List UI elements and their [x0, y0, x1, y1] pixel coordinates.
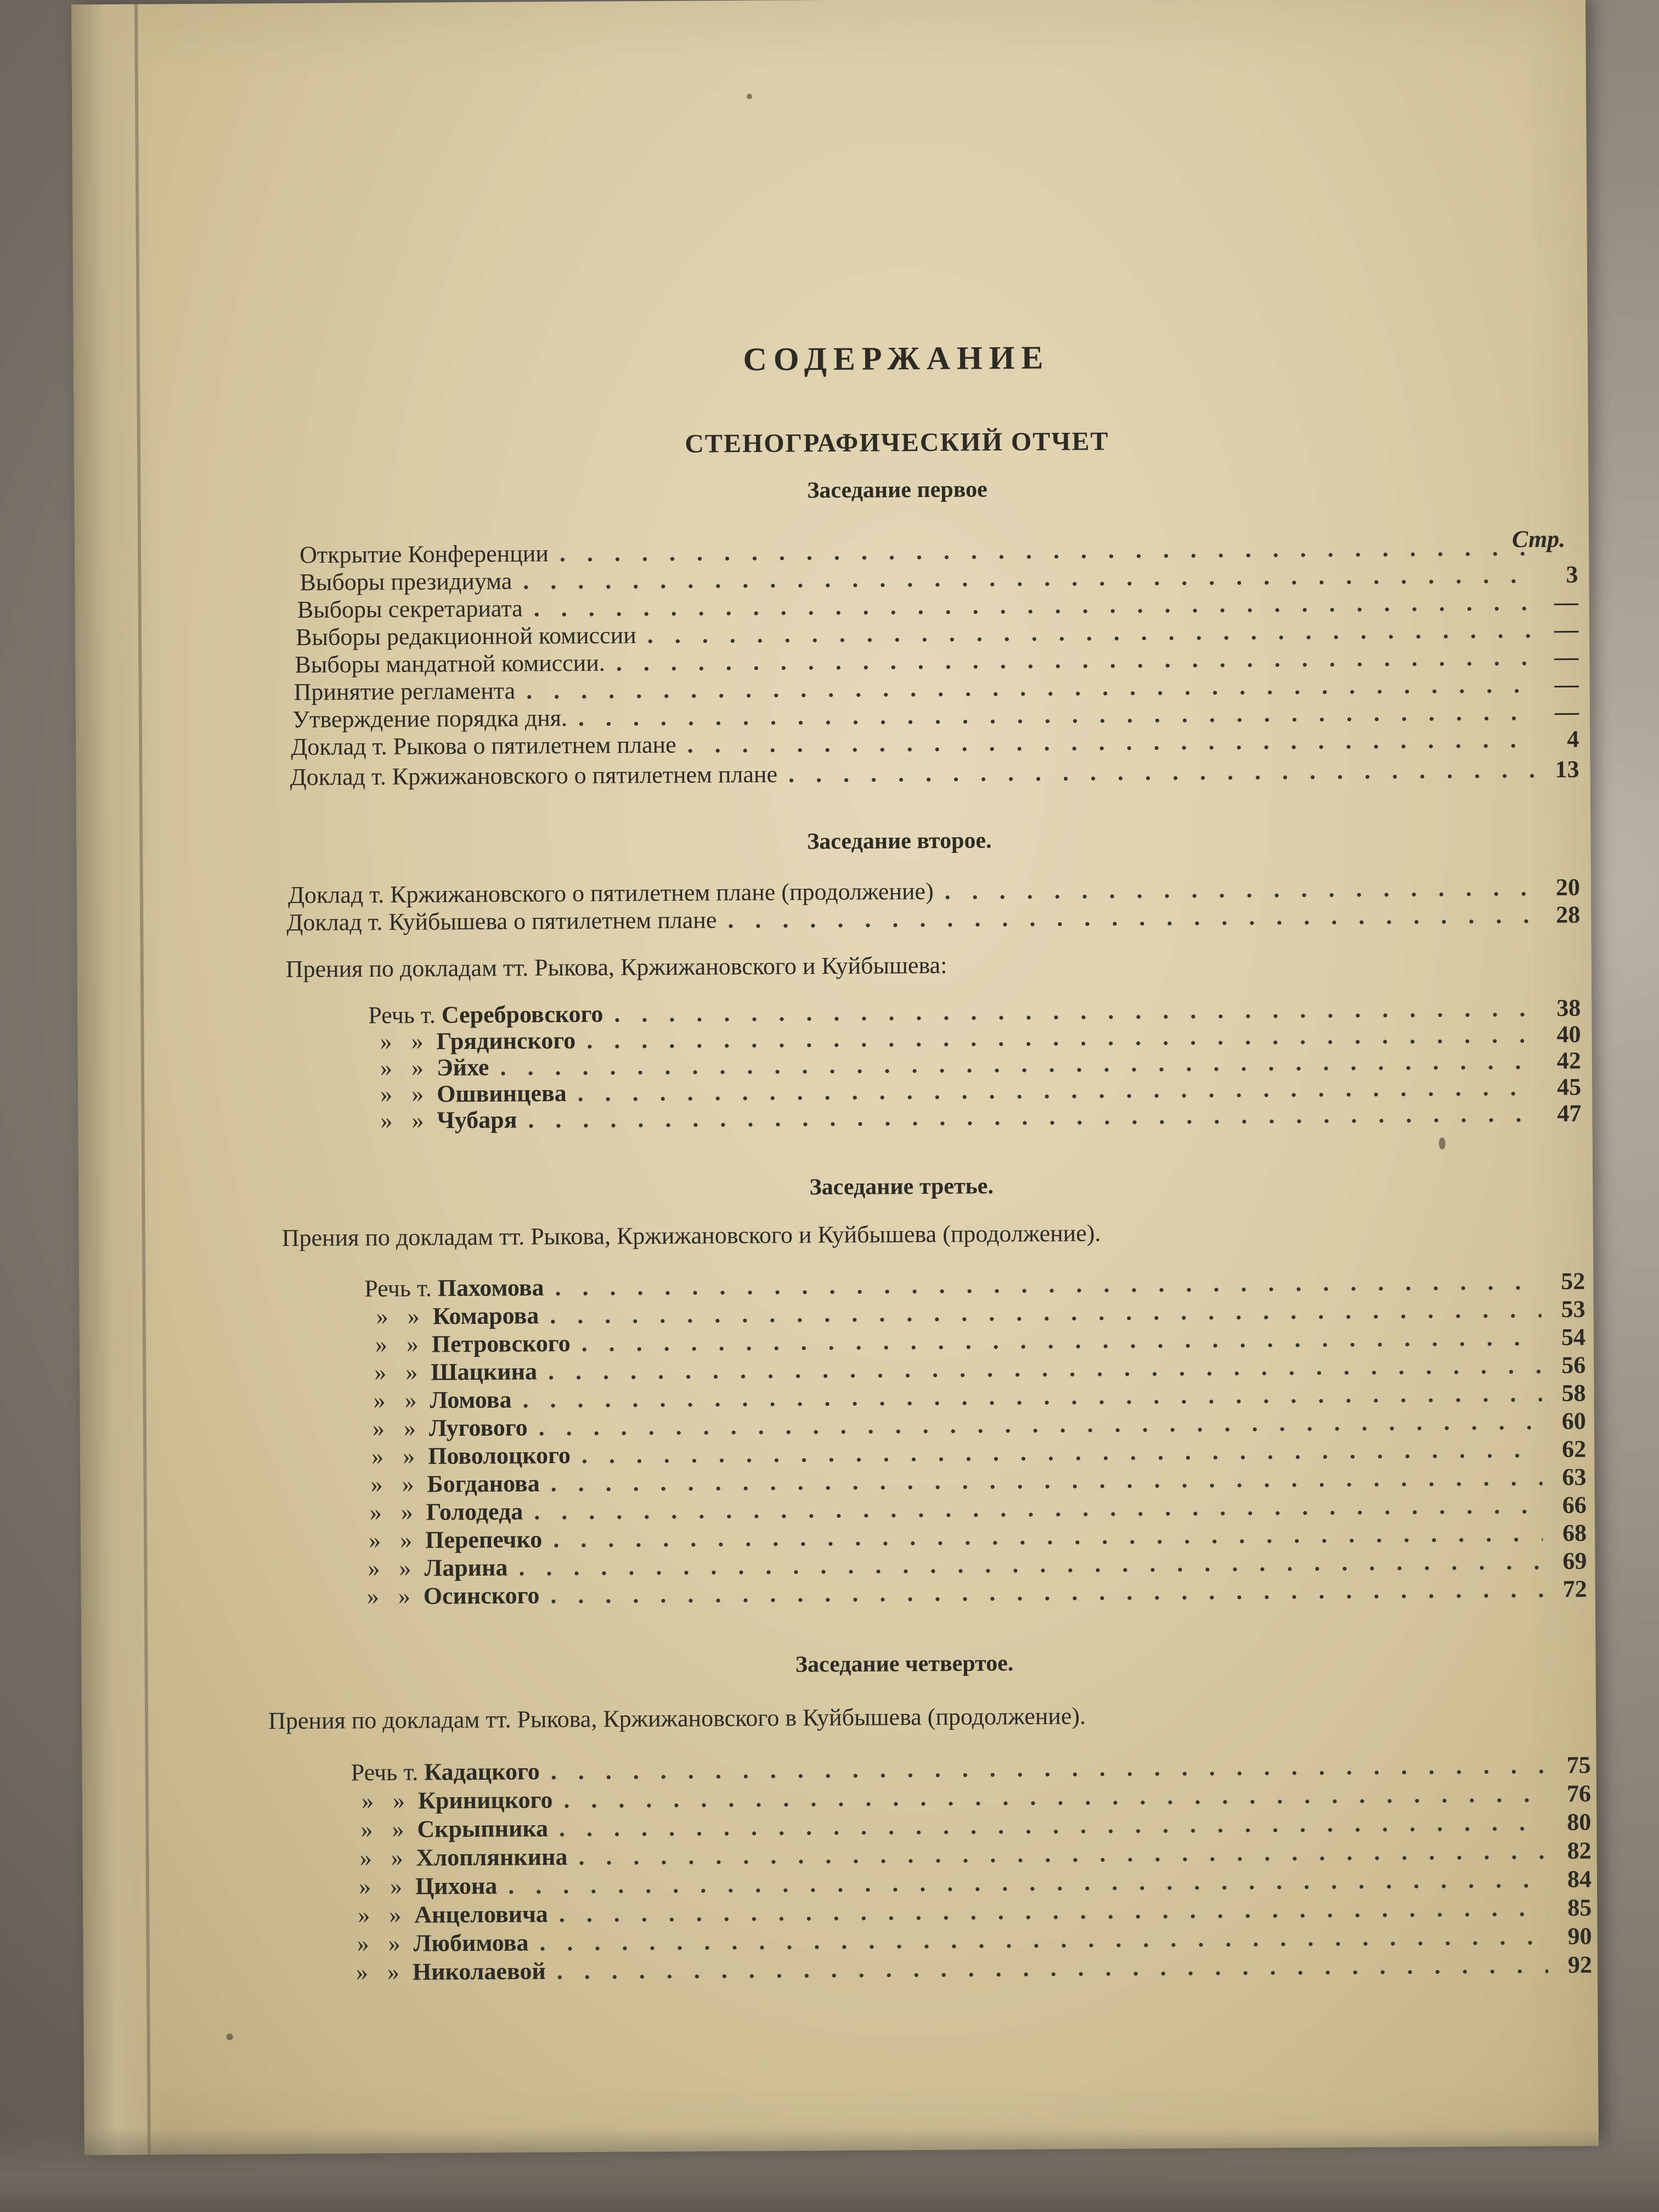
ditto-mark: »: [403, 1414, 416, 1442]
speaker-name: Ларина: [424, 1554, 508, 1582]
entry-page: 92: [1567, 1951, 1593, 1978]
speaker-name: Осинского: [423, 1582, 540, 1610]
speaker-name: Комарова: [432, 1302, 539, 1330]
entry-text: Доклад т. Куйбышева о пятилетнем плане: [286, 906, 717, 936]
entry-page: 80: [1567, 1808, 1592, 1836]
speech-prefix: Речь т.: [368, 1001, 436, 1029]
ditto-mark: »: [368, 1555, 380, 1582]
ditto-mark: »: [406, 1330, 419, 1358]
speaker-name: Серебровского: [441, 1000, 603, 1029]
ditto-mark: »: [403, 1442, 415, 1470]
ditto-mark: »: [411, 1080, 424, 1108]
report-subtitle: СТЕНОГРАФИЧЕСКИЙ ОТЧЕТ: [685, 426, 1109, 459]
ditto-mark: »: [380, 1028, 392, 1056]
ditto-mark: »: [368, 1527, 381, 1554]
entry-page: 4: [1567, 725, 1579, 753]
entry-page: 28: [1556, 901, 1581, 928]
leader-dots: [550, 1575, 1543, 1610]
debate-intro: Прения по докладам тт. Рыкова, Кржижановского в Куйбышева (продолжение).: [268, 1702, 1086, 1735]
ditto-mark: »: [398, 1582, 410, 1610]
entry-page: 58: [1561, 1379, 1586, 1407]
speaker-name: Скрыпника: [417, 1815, 549, 1843]
book-page: [71, 0, 1599, 2155]
ditto-mark: »: [371, 1443, 384, 1470]
ditto-mark: »: [373, 1386, 386, 1414]
ditto-mark: »: [392, 1787, 405, 1814]
ditto-mark: »: [372, 1414, 385, 1442]
table-of-contents: [198, 0, 1604, 2143]
entry-page: —: [1554, 698, 1579, 725]
entry-page: —: [1554, 616, 1579, 643]
entry-page: 82: [1567, 1837, 1592, 1864]
entry-text: Доклад т. Кржижановского о пятилетнем плане: [290, 760, 778, 791]
ditto-mark: »: [411, 1054, 424, 1081]
ditto-mark: »: [358, 1901, 370, 1929]
entry-text: Принятие регламента: [294, 677, 516, 706]
page-edge: [71, 4, 167, 2155]
leader-dots: [727, 901, 1536, 934]
ditto-mark: »: [380, 1107, 393, 1135]
entry-page: —: [1554, 588, 1578, 616]
entry-text: Доклад т. Рыкова о пятилетнем плане: [291, 731, 676, 761]
speaker-name: Любимова: [413, 1929, 529, 1957]
ink-speck: [227, 2034, 233, 2040]
ditto-mark: »: [356, 1959, 369, 1986]
entry-page: 76: [1566, 1780, 1592, 1807]
debate-intro: Прения по докладам тт. Рыкова, Кржижановского и Куйбышева (продолжение).: [281, 1220, 1101, 1252]
leader-dots: [528, 1099, 1537, 1134]
leader-dots: [557, 1951, 1548, 1985]
speech-prefix: Речь т.: [364, 1274, 432, 1302]
speaker-name: Эйхе: [436, 1053, 489, 1081]
entry-page: 38: [1556, 994, 1581, 1022]
entry-text: Выборы президиума: [300, 567, 512, 596]
entry-page: 63: [1562, 1463, 1587, 1491]
speaker-name: Грядинского: [436, 1026, 576, 1055]
entry-page: 90: [1567, 1922, 1592, 1950]
entry-page: 20: [1555, 873, 1581, 901]
entry-page: 66: [1562, 1491, 1587, 1519]
entry-text: Выборы секретариата: [297, 595, 523, 623]
session-heading: Заседание первое: [807, 477, 988, 504]
entry-page: 45: [1556, 1073, 1582, 1101]
speaker-name: Голодеда: [426, 1498, 523, 1526]
entry-page: 84: [1567, 1865, 1592, 1893]
ditto-mark: »: [361, 1787, 374, 1815]
entry-page: 3: [1566, 561, 1578, 588]
entry-page: 42: [1556, 1047, 1581, 1074]
speaker-name: Ломова: [430, 1386, 512, 1414]
speaker-name: Хлоплянкина: [416, 1843, 568, 1871]
entry-page: 62: [1562, 1435, 1587, 1463]
page-column-label: Стр.: [1511, 525, 1566, 553]
entry-text: Выборы редакционной комиссии: [295, 622, 636, 651]
ditto-mark: »: [374, 1358, 387, 1386]
ditto-mark: »: [389, 1901, 402, 1928]
speaker-name: Криницкого: [417, 1786, 553, 1814]
speech-prefix: Речь т.: [351, 1758, 419, 1786]
entry-text: Выборы мандатной комиссии.: [295, 649, 605, 678]
entry-page: 68: [1562, 1519, 1587, 1547]
entry-page: 69: [1562, 1547, 1587, 1575]
ditto-mark: »: [359, 1844, 372, 1872]
speaker-name: Поволоцкого: [428, 1441, 571, 1470]
entry-page: —: [1554, 643, 1579, 670]
entry-page: 56: [1561, 1351, 1586, 1379]
speaker-name: Анцеловича: [414, 1900, 548, 1928]
ditto-mark: »: [399, 1554, 411, 1582]
ditto-mark: »: [375, 1330, 388, 1358]
ditto-mark: »: [411, 1028, 424, 1055]
entry-page: 72: [1562, 1575, 1587, 1602]
entry-page: —: [1554, 670, 1579, 698]
leader-dots: [788, 755, 1536, 788]
ditto-mark: »: [407, 1302, 420, 1330]
entry-page: 40: [1556, 1020, 1581, 1048]
session-heading: Заседание второе.: [807, 828, 992, 855]
speaker-name: Лугового: [428, 1414, 528, 1442]
ditto-mark: »: [380, 1054, 393, 1082]
ditto-mark: »: [376, 1302, 388, 1330]
entry-page: 53: [1561, 1295, 1585, 1323]
ditto-mark: »: [405, 1358, 418, 1386]
entry-page: 85: [1567, 1894, 1592, 1921]
ditto-mark: »: [411, 1107, 424, 1134]
entry-page: 75: [1566, 1751, 1591, 1779]
entry-page: 52: [1561, 1267, 1585, 1295]
speaker-name: Николаевой: [412, 1957, 546, 1985]
ditto-mark: »: [370, 1471, 383, 1498]
bottom-shadow: [0, 2129, 1659, 2212]
toc-entry: [290, 755, 1579, 792]
ditto-mark: »: [388, 1929, 400, 1957]
entry-text: Утверждение порядка дня.: [292, 704, 568, 733]
page-title: СОДЕРЖАНИЕ: [743, 339, 1050, 377]
speaker-name: Цихона: [415, 1872, 498, 1900]
entry-text: Открытие Конференции: [300, 540, 549, 568]
session-heading: Заседание третье.: [809, 1173, 994, 1200]
speaker-name: Петровского: [431, 1329, 571, 1358]
debate-intro: Прения по докладам тт. Рыкова, Кржижановского и Куйбышева:: [285, 951, 947, 983]
ditto-mark: »: [399, 1526, 413, 1554]
session-heading: Заседание четвертое.: [795, 1650, 1014, 1678]
speaker-name: Кадацкого: [424, 1758, 540, 1786]
ditto-mark: »: [404, 1386, 417, 1414]
entry-text: Доклад т. Кржижановского о пятилетнем плане (продолжение): [287, 877, 934, 909]
ditto-mark: »: [357, 1930, 369, 1957]
ditto-mark: »: [390, 1872, 403, 1900]
ditto-mark: »: [369, 1499, 382, 1526]
ditto-mark: »: [402, 1470, 414, 1498]
ditto-mark: »: [366, 1583, 379, 1610]
leader-dots: [945, 873, 1537, 906]
speaker-name: Богданова: [427, 1470, 540, 1498]
speaker-name: Шацкина: [431, 1358, 538, 1386]
ditto-mark: »: [380, 1080, 393, 1108]
speaker-name: Ошвинцева: [437, 1079, 567, 1108]
speaker-name: Пахомова: [437, 1274, 544, 1302]
ditto-mark: »: [391, 1844, 403, 1871]
speaker-name: Перепечко: [425, 1526, 543, 1554]
entry-page: 13: [1555, 755, 1579, 783]
ditto-mark: »: [358, 1873, 371, 1900]
entry-page: 54: [1561, 1323, 1586, 1351]
speaker-name: Чубаря: [437, 1106, 517, 1134]
ditto-mark: »: [387, 1958, 400, 1985]
ink-speck: [747, 94, 752, 99]
entry-page: 60: [1561, 1407, 1586, 1435]
ditto-mark: »: [392, 1815, 404, 1843]
ditto-mark: »: [360, 1816, 373, 1843]
leader-dots: [687, 725, 1536, 759]
ditto-mark: »: [400, 1498, 413, 1526]
entry-page: 47: [1557, 1099, 1582, 1127]
ink-speck: [1439, 1137, 1446, 1149]
